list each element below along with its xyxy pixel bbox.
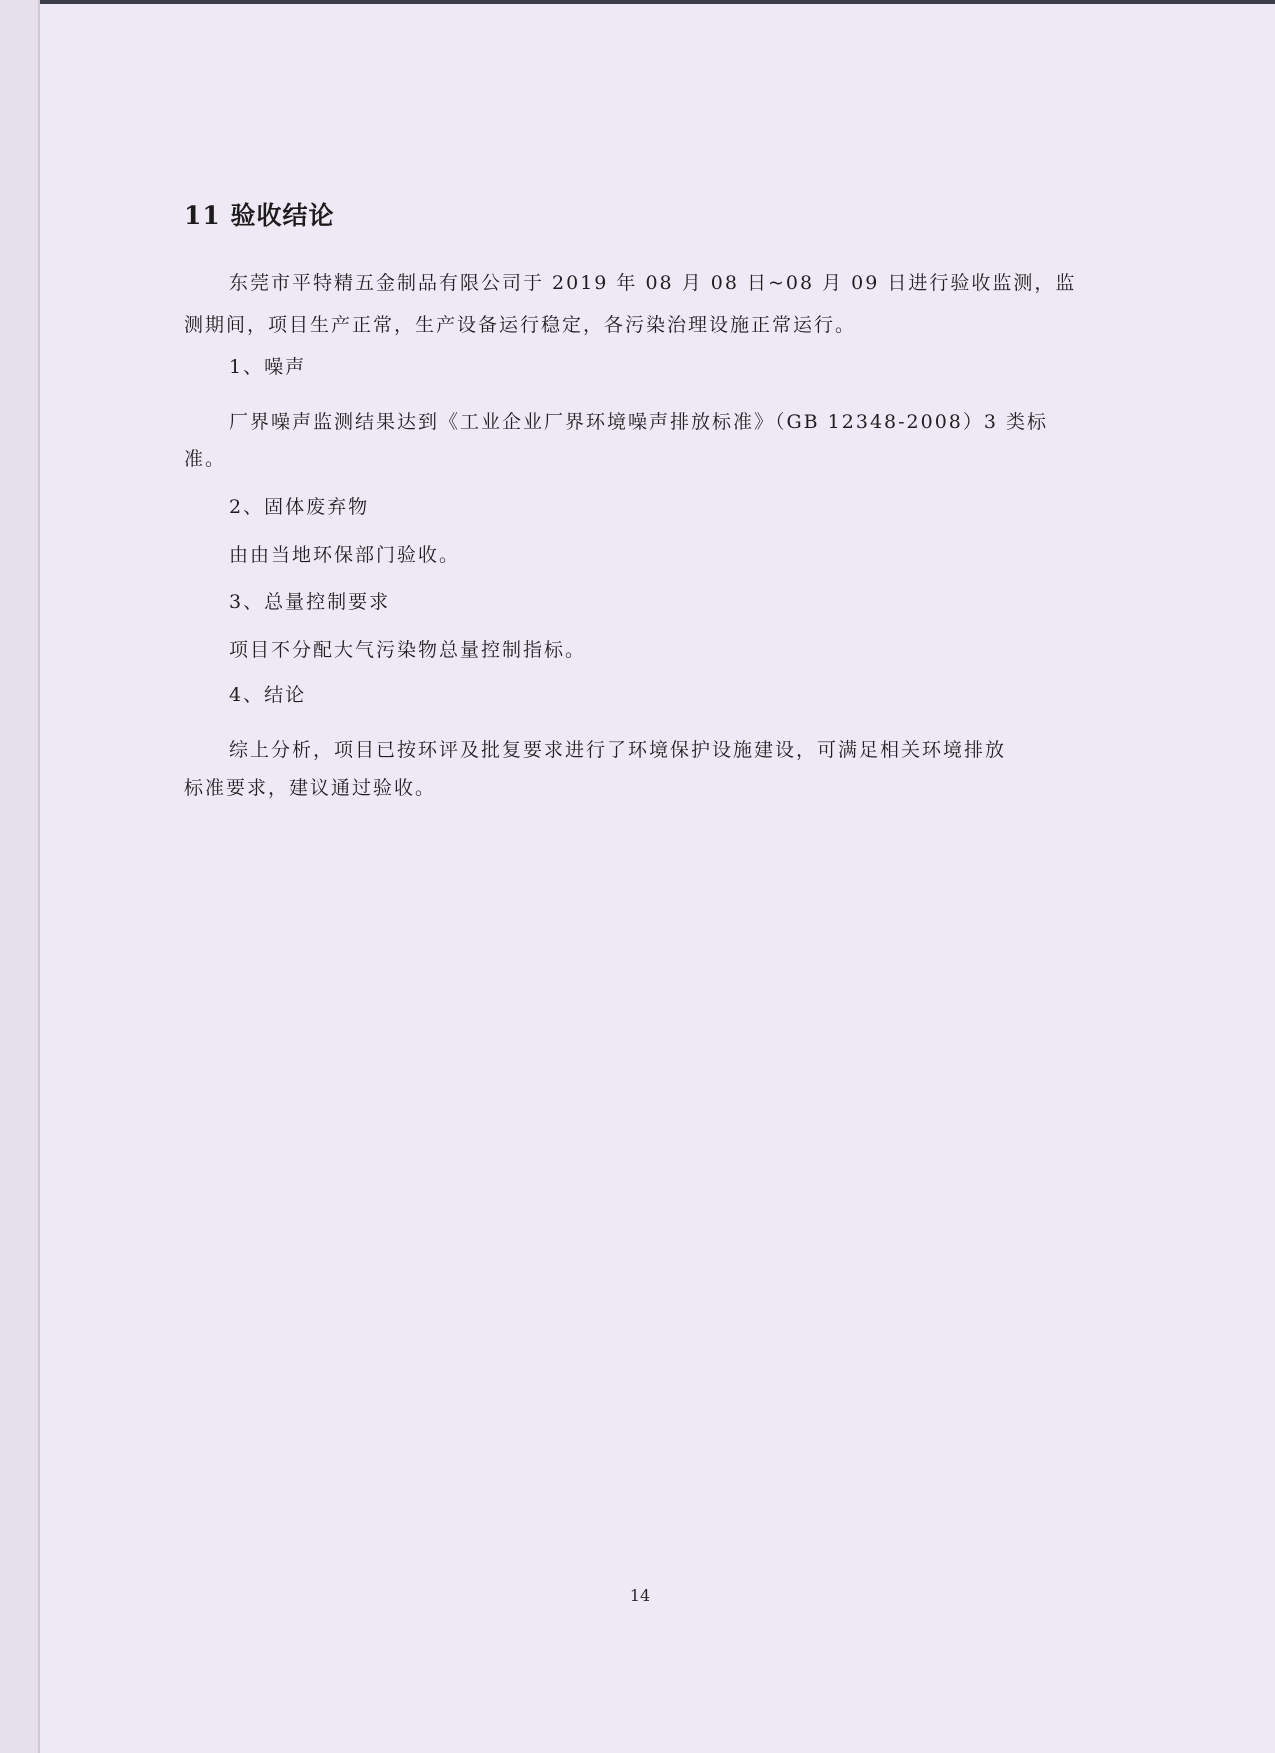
subheading-noise: 1、噪声 bbox=[229, 356, 307, 378]
page-number: 14 bbox=[629, 1586, 651, 1605]
subheading-total-control: 3、总量控制要求 bbox=[229, 591, 391, 613]
paragraph-noise-line-1: 厂界噪声监测结果达到《工业企业厂界环境噪声排放标准》（GB 12348-2008）3 类标 bbox=[229, 411, 1049, 433]
paragraph-noise-line-2: 准。 bbox=[184, 448, 227, 470]
scan-left-edge bbox=[0, 0, 40, 1753]
section-heading: 11 验收结论 bbox=[184, 201, 335, 230]
paragraph-intro-line-2: 测期间，项目生产正常，生产设备运行稳定，各污染治理设施正常运行。 bbox=[184, 314, 857, 336]
subheading-conclusion: 4、结论 bbox=[229, 684, 307, 706]
paragraph-total-control: 项目不分配大气污染物总量控制指标。 bbox=[229, 639, 587, 661]
paragraph-solid-waste: 由由当地环保部门验收。 bbox=[229, 544, 461, 566]
subheading-solid-waste: 2、固体废弃物 bbox=[229, 496, 370, 518]
paragraph-intro-line-1: 东莞市平特精五金制品有限公司于 2019 年 08 月 08 日~08 月 09 日进行验收监测，监 bbox=[229, 272, 1077, 294]
paragraph-conclusion-line-1: 综上分析，项目已按环评及批复要求进行了环境保护设施建设，可满足相关环境排放 bbox=[229, 739, 1007, 761]
document-page bbox=[40, 4, 1275, 1753]
paragraph-conclusion-line-2: 标准要求，建议通过验收。 bbox=[184, 777, 437, 799]
